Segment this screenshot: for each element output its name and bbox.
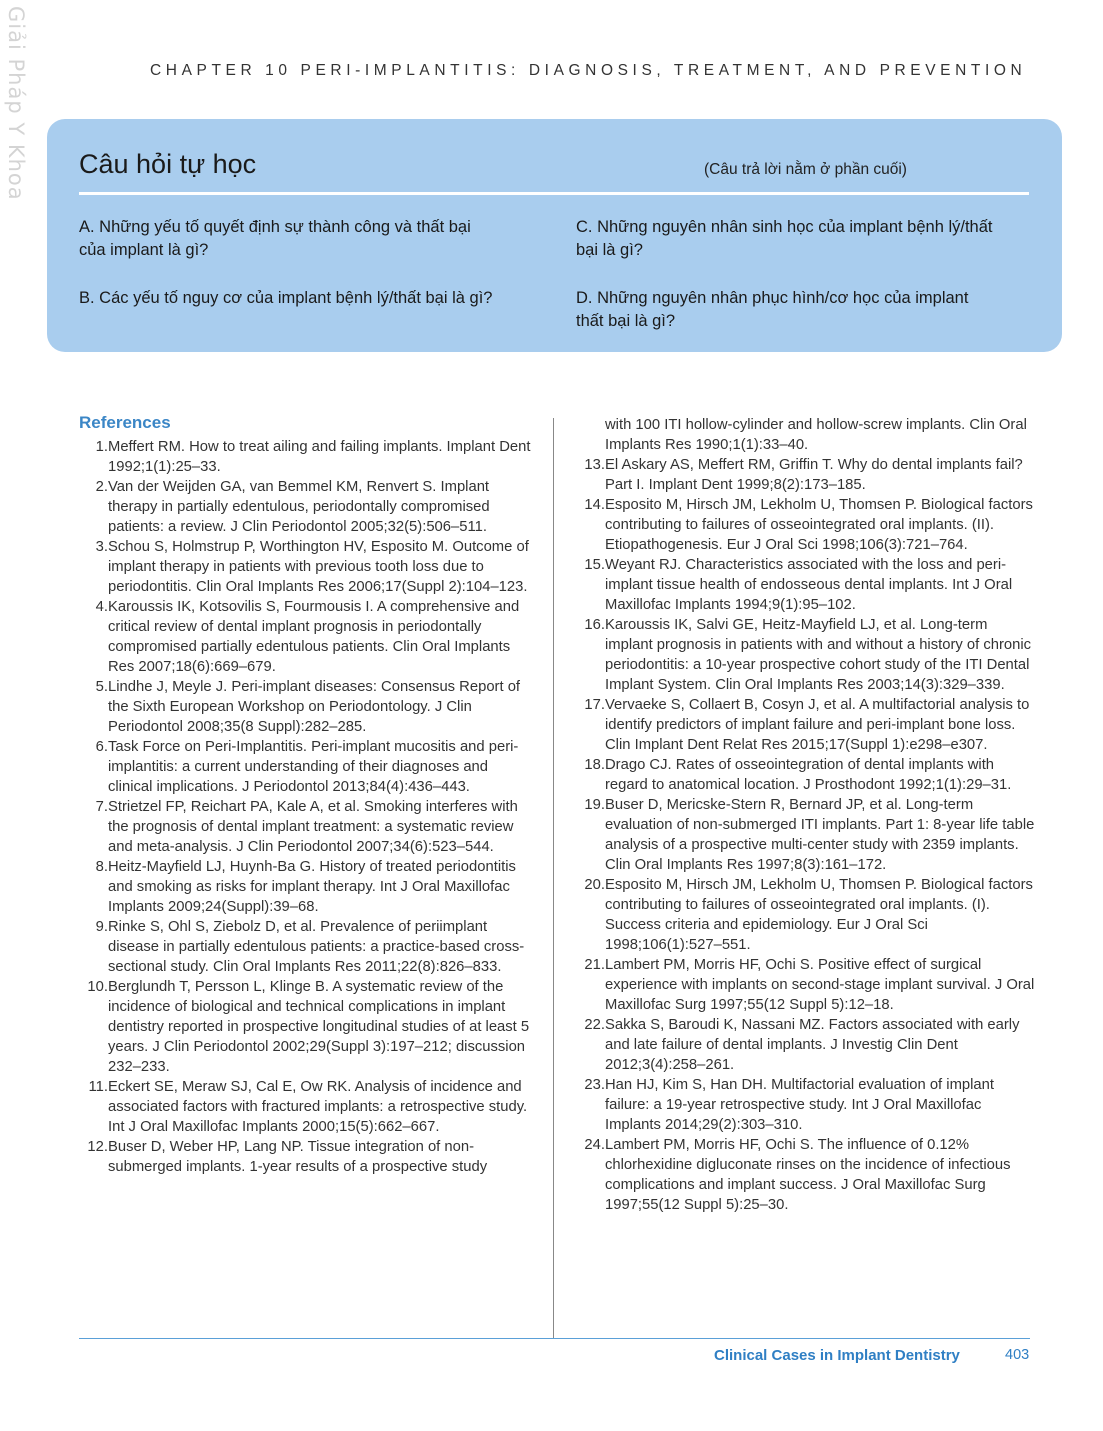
reference-number: 2. (95, 479, 108, 495)
reference-text: Sakka S, Baroudi K, Nassani MZ. Factors associated with early and late failure of dental implants. J Investig Clin Dent 2012;3(4):258–261. (605, 1017, 1020, 1073)
reference-item (576, 795, 1036, 875)
reference-number: 5. (95, 679, 108, 695)
reference-number: 3. (95, 539, 108, 555)
running-head: CHAPTER 10 PERI-IMPLANTITIS: DIAGNOSIS, TREATMENT, AND PREVENTION (150, 62, 1027, 79)
reference-number: 13. (584, 457, 605, 473)
references-heading: References (79, 413, 171, 432)
watermark: Giải Pháp Y Khoa (4, 6, 28, 201)
reference-item (576, 875, 1036, 955)
reference-number: 8. (95, 859, 108, 875)
reference-text: Esposito M, Hirsch JM, Lekholm U, Thomsen P. Biological factors contributing to failures of osseointegrated oral implants. (I). Success criteria and epidemiology. Eur J Oral Sci 1998;106(1):527–551. (605, 877, 1033, 953)
reference-text: Lambert PM, Morris HF, Ochi S. Positive effect of surgical experience with implants on second-stage implant survival. J Oral Maxillofac Surg 1997;55(12 Suppl 5):12–18. (605, 957, 1035, 1013)
reference-item (79, 1077, 534, 1137)
reference-item (79, 597, 534, 677)
question-d: D. Những nguyên nhân phục hình/cơ học của implant thất bại là gì? (576, 289, 969, 330)
reference-item (79, 477, 534, 537)
reference-item (79, 917, 534, 977)
question-b: B. Các yếu tố nguy cơ của implant bệnh lý/thất bại là gì? (79, 289, 493, 307)
self-study-divider (79, 192, 1029, 195)
reference-number: 15. (584, 557, 605, 573)
reference-item (79, 737, 534, 797)
reference-item-continued (576, 415, 1036, 455)
reference-text: Buser D, Weber HP, Lang NP. Tissue integration of non-submerged implants. 1-year results of a prospective study (108, 1139, 488, 1175)
column-divider (553, 418, 554, 1338)
reference-text: Eckert SE, Meraw SJ, Cal E, Ow RK. Analysis of incidence and associated factors with fractured implants: a retrospective study. Int J Oral Maxillofac Implants 2000;15(5):662–667. (108, 1079, 528, 1135)
reference-text: El Askary AS, Meffert RM, Griffin T. Why do dental implants fail? Part I. Implant Dent 1999;8(2):173–185. (605, 457, 1023, 493)
reference-number: 9. (95, 919, 108, 935)
reference-number: 6. (95, 739, 108, 755)
reference-item (576, 555, 1036, 615)
reference-text: Vervaeke S, Collaert B, Cosyn J, et al. A multifactorial analysis to identify predictors of implant failure and peri-implant bone loss. Clin Implant Dent Relat Res 2015;17(Suppl 1):e298–e307. (605, 697, 1030, 753)
reference-item (79, 437, 534, 477)
reference-item (576, 1015, 1036, 1075)
footer-book-title: Clinical Cases in Implant Dentistry (714, 1347, 960, 1364)
reference-text: Schou S, Holmstrup P, Worthington HV, Esposito M. Outcome of implant therapy in patients with previous tooth loss due to periodontitis. Clin Oral Implants Res 2006;17(Suppl 2):104–123. (108, 539, 529, 595)
reference-text: Van der Weijden GA, van Bemmel KM, Renvert S. Implant therapy in partially edentulous, periodontally compromised patients: a review. J Clin Periodontol 2005;32(5):506–511. (108, 479, 490, 535)
reference-number: 1. (95, 439, 108, 455)
reference-number: 16. (584, 617, 605, 633)
reference-text: Heitz-Mayfield LJ, Huynh-Ba G. History of treated periodontitis and smoking as risks for implant therapy. Int J Oral Maxillofac Implants 2009;24(Suppl):39–68. (108, 859, 516, 915)
reference-number: 4. (95, 599, 108, 615)
reference-item (576, 615, 1036, 695)
reference-text: Meffert RM. How to treat ailing and failing implants. Implant Dent 1992;1(1):25–33. (108, 439, 531, 475)
reference-number: 22. (584, 1017, 605, 1033)
reference-item (576, 955, 1036, 1015)
reference-text: Karoussis IK, Salvi GE, Heitz-Mayfield LJ, et al. Long-term implant prognosis in patients with and without a history of chronic periodontitis: a 10-year prospective cohort study of the ITI Dental Implant System. Clin Oral Implants Res 2003;14(3):329–339. (605, 617, 1032, 693)
footer-rule (79, 1338, 1030, 1339)
reference-text: Berglundh T, Persson L, Klinge B. A systematic review of the incidence of biological and technical complications in implant dentistry reported in prospective longitudinal studies of at least 5 years. J Clin Periodontol 2002;29(Suppl 3):197–212; discussion 232–233. (108, 979, 530, 1075)
reference-text: Lambert PM, Morris HF, Ochi S. The influence of 0.12% chlorhexidine digluconate rinses on the incidence of infectious complications and implant success. J Oral Maxillofac Surg 1997;55(12 Suppl 5):25–30. (605, 1137, 1011, 1213)
reference-text: Esposito M, Hirsch JM, Lekholm U, Thomsen P. Biological factors contributing to failures of osseointegrated oral implants. (II). Etiopathogenesis. Eur J Oral Sci 1998;106(3):721–764. (605, 497, 1033, 553)
page-number: 403 (1005, 1347, 1030, 1363)
self-study-note: (Câu trả lời nằm ở phần cuối) (704, 161, 907, 178)
reference-text: Drago CJ. Rates of osseointegration of dental implants with regard to anatomical location. J Prosthodont 1992;1(1):29–31. (605, 757, 1012, 793)
reference-item (79, 977, 534, 1077)
reference-number: 19. (584, 797, 605, 813)
reference-number: 17. (584, 697, 605, 713)
reference-number: 21. (584, 957, 605, 973)
reference-number: 12. (87, 1139, 108, 1155)
references-column-right (576, 415, 1036, 1215)
self-study-box (47, 119, 1062, 352)
reference-text: Strietzel FP, Reichart PA, Kale A, et al. Smoking interferes with the prognosis of dental implant treatment: a systematic review and meta-analysis. J Clin Periodontol 2007;34(6):523–544. (108, 799, 518, 855)
reference-text: Buser D, Mericske-Stern R, Bernard JP, et al. Long-term evaluation of non-submerged ITI implants. Part 1: 8-year life table analysis of a prospective multi-center study with 2359 implants. Clin Oral Implants Res 1997;8(3):161–172. (605, 797, 1035, 873)
reference-number: 24. (584, 1137, 605, 1153)
reference-item (576, 1135, 1036, 1215)
reference-item (576, 755, 1036, 795)
reference-text: with 100 ITI hollow-cylinder and hollow-screw implants. Clin Oral Implants Res 1990;1(1):33–40. (605, 417, 1027, 453)
reference-item (576, 455, 1036, 495)
reference-item (79, 677, 534, 737)
reference-text: Karoussis IK, Kotsovilis S, Fourmousis I. A comprehensive and critical review of dental implant prognosis in periodontally compromised partially edentulous patients. Clin Oral Implants Res 2007;18(6):669–679. (108, 599, 520, 675)
reference-text: Weyant RJ. Characteristics associated with the loss and peri-implant tissue health of endosseous dental implants. Int J Oral Maxillofac Implants 1994;9(1):95–102. (605, 557, 1013, 613)
reference-text: Rinke S, Ohl S, Ziebolz D, et al. Prevalence of periimplant disease in partially edentulous patients: a practice-based cross-sectional study. Clin Oral Implants Res 2011;22(8):826–833. (108, 919, 525, 975)
reference-number: 14. (584, 497, 605, 513)
reference-number: 7. (95, 799, 108, 815)
self-study-title: Câu hỏi tự học (79, 149, 257, 179)
reference-item (576, 1075, 1036, 1135)
references-column-left (79, 412, 534, 1177)
reference-item (79, 797, 534, 857)
reference-number: 20. (584, 877, 605, 893)
question-a: A. Những yếu tố quyết định sự thành công và thất bại của implant là gì? (79, 218, 471, 259)
reference-text: Lindhe J, Meyle J. Peri-implant diseases: Consensus Report of the Sixth European Workshop on Periodontology. J Clin Periodontol 2008;35(8 Suppl):282–285. (108, 679, 521, 735)
reference-text: Han HJ, Kim S, Han DH. Multifactorial evaluation of implant failure: a 19-year retrospective study. Int J Oral Maxillofac Implants 2014;29(2):303–310. (605, 1077, 994, 1133)
reference-number: 11. (88, 1079, 108, 1095)
reference-item (576, 495, 1036, 555)
reference-number: 18. (584, 757, 605, 773)
reference-number: 10. (87, 979, 108, 995)
reference-text: Task Force on Peri-Implantitis. Peri-implant mucositis and peri-implantitis: a current understanding of their diagnoses and clinical implications. J Periodontol 2013;84(4):436–443. (108, 739, 519, 795)
reference-number: 23. (584, 1077, 605, 1093)
reference-item (79, 857, 534, 917)
reference-item (576, 695, 1036, 755)
question-c: C. Những nguyên nhân sinh học của implant bệnh lý/thất bại là gì? (576, 218, 993, 259)
reference-item (79, 1137, 534, 1177)
reference-item (79, 537, 534, 597)
